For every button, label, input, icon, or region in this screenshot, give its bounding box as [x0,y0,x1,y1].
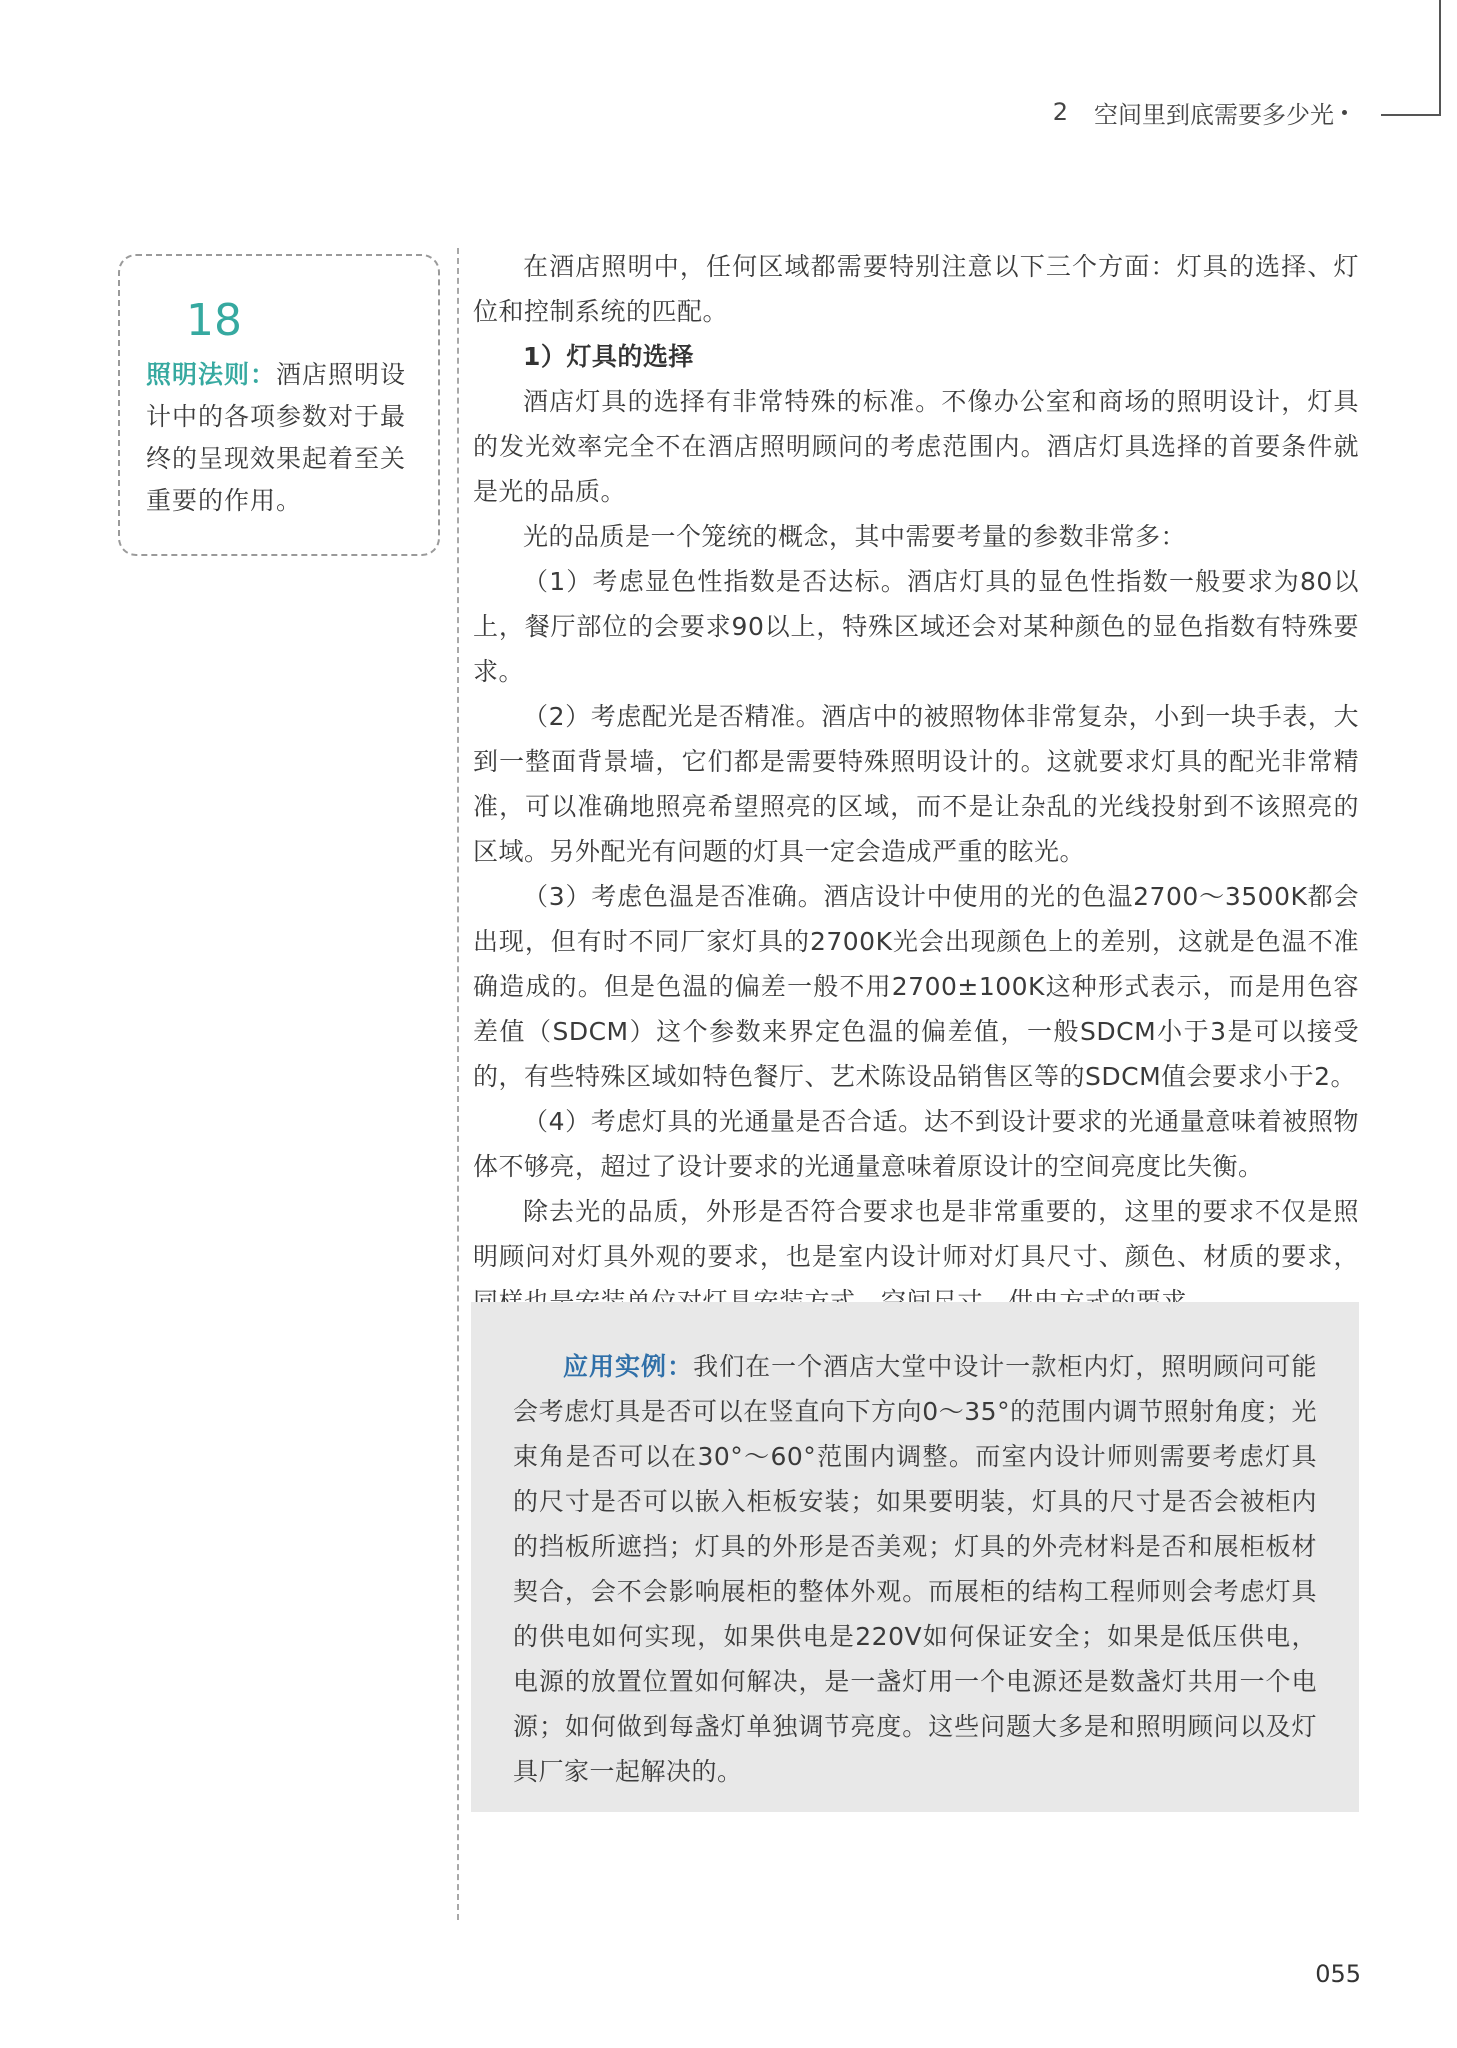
application-example-box [471,1302,1359,1812]
running-header [1053,92,1347,132]
body-paragraph: 除去光的品质，外形是否符合要求也是非常重要的，这里的要求不仅是照明顾问对灯具外观的要求，也是室内设计师对灯具尺寸、颜色、材质的要求， [473,1197,1359,1271]
body-paragraph: （2）考虑配光是否精准。酒店中的被照物体非常复杂，小到一块手表，大到一整面背景墙，它们都是需要特殊照明设计的。这就要求灯具的配光非常精准，可以准确地照亮希望照亮的区域，而不是让杂乱的光线投射到不该照亮的区域。另外配光有问题的灯具一定会造成严重的眩光。 [473,702,1359,866]
corner-rule-vertical [1439,0,1441,116]
rule-text-block [146,354,414,522]
example-text: 我们在一个酒店大堂中设计一款柜内灯，照明顾问可能会考虑灯具是否可以在竖直向下方向0～35°的范围内调节照射角度；光束角是否可以在30°～60°范围内调整。而室内设计师则需要考虑灯具的尺寸是否可以嵌入柜板安装；如果要明装，灯具的尺寸是否会被柜内的挡板所遮挡；灯具的外形是否美观；灯具的外壳材料是否和展柜板材契合，会不会影响展柜的整体外观。而展柜的结构工程师则会考虑灯具的供电如何实现，如果供电是220V如何保证安全；如果是低压供电，电源的放置位置如何解决，是一盏灯用一个电源还是数盏灯共用一个电源；如何做到每盏灯单独调节亮度。这些问题大多是和照明顾问以及灯具厂家一起解决的。 [513,1352,1317,1786]
page-number: 055 [1315,1960,1361,1988]
body-paragraph: 酒店灯具的选择有非常特殊的标准。不像办公室和商场的照明设计，灯具的发光效率完全不在酒店照明顾问的考虑范围内。酒店灯具选择的首要条件就是光的品质。 [473,387,1359,506]
main-body [473,244,1359,1324]
body-paragraph: （3）考虑色温是否准确。酒店设计中使用的光的色温2700～3500K都会出现，但有时不同厂家灯具的2700K光会出现颜色上的差别，这就是色温不准确造成的。但是色温的偏差一般不用2700±100K这种形式表示，而是用色容差值（SDCM）这个参数来界定色温的偏差值，一般SDCM小于3是可以接受的，有些特殊区域如特色餐厅、艺术陈设品销售区等的SDCM值会要求小于2。 [473,882,1359,1091]
example-paragraph [513,1344,1317,1794]
rule-label: 照明法则： [146,360,277,389]
body-paragraph: （1）考虑显色性指数是否达标。酒店灯具的显色性指数一般要求为80以上，餐厅部位的会要求90以上，特殊区域还会对某种颜色的显色指数有特殊要求。 [473,567,1359,686]
intro-paragraph: 在酒店照明中，任何区域都需要特别注意以下三个方面：灯具的选择、灯位和控制系统的匹配。 [473,252,1359,326]
rule-text: 酒店照明设计中的各项参数对于最终的呈现效果起着至关重要的作用。 [146,360,407,515]
rule-number: 18 [186,295,242,346]
column-divider [457,248,459,1920]
header-rule [1381,114,1441,116]
chapter-number: 2 [1052,98,1068,126]
body-paragraph: 光的品质是一个笼统的概念，其中需要考量的参数非常多： [523,522,1187,551]
section-heading: 1）灯具的选择 [523,342,694,371]
header-dot-icon [1342,110,1347,115]
lighting-rule-box [118,254,440,556]
body-paragraph: （4）考虑灯具的光通量是否合适。达不到设计要求的光通量意味着被照物体不够亮，超过了设计要求的光通量意味着原设计的空间亮度比失衡。 [473,1107,1359,1181]
example-label: 应用实例： [563,1352,694,1381]
chapter-title: 空间里到底需要多少光 [1094,100,1334,129]
